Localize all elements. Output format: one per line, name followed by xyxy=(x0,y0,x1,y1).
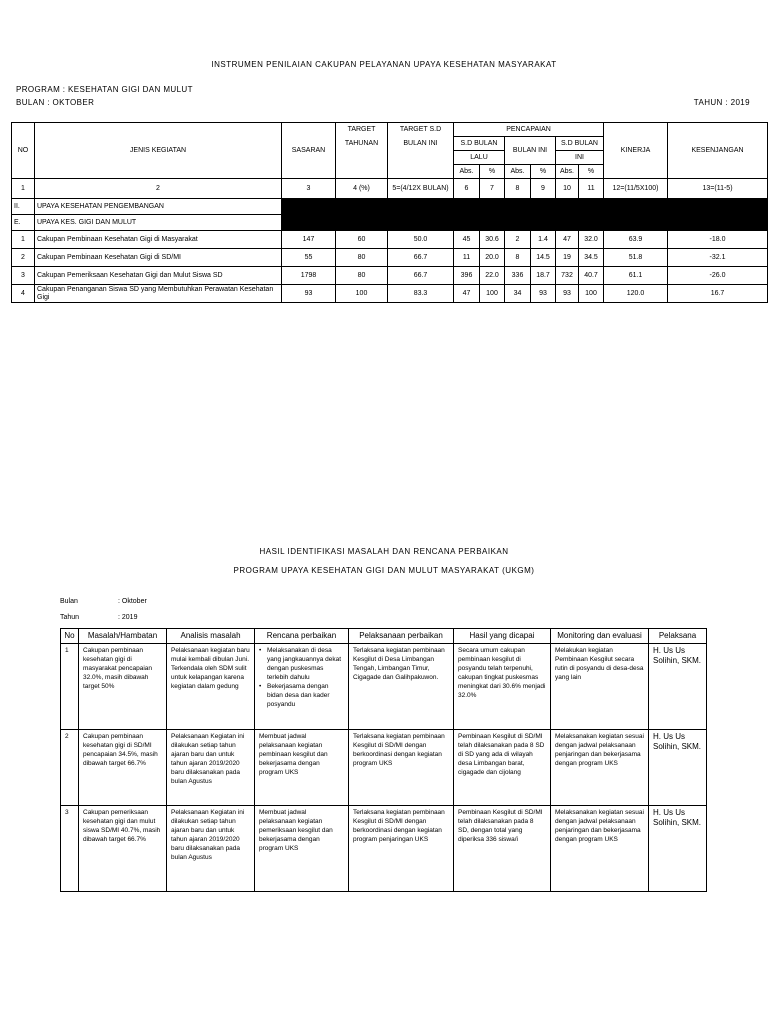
row-target-sd: 83.3 xyxy=(388,285,454,303)
row-kesenjangan: -18.0 xyxy=(668,231,768,249)
row-lalu-abs: 47 xyxy=(454,285,480,303)
header-tahunan: TAHUNAN xyxy=(336,137,388,151)
row-lalu-pct: 20.0 xyxy=(480,249,505,267)
section-label: UPAYA KES. GIGI DAN MULUT xyxy=(35,215,282,231)
row-kesenjangan: 16.7 xyxy=(668,285,768,303)
row-analisis: Pelaksanaan Kegiatan ini dilakukan setiap tahun ajaran baru dan untuk tahun ajaran 2019/2020 baru dilaksanakan pada bulan Agustus xyxy=(167,806,255,892)
row-kinerja: 61.1 xyxy=(604,267,668,285)
row-masalah: Cakupan pembinaan kesehatan gigi di masyarakat pencapaian 32.0%, masih dibawah target 50% xyxy=(79,644,167,730)
blacked-out-cells xyxy=(282,199,768,215)
row-monitoring: Melakukan kegiatan Pembinaan Kesgilut secara rutin di posyandu di desa-desa yang lain xyxy=(551,644,649,730)
rencana-bullet: • Bekerjasama dengan bidan desa dan kader posyandu xyxy=(259,683,330,708)
header-pct: % xyxy=(531,165,556,179)
row-sasaran: 1798 xyxy=(282,267,336,285)
header-cell: No xyxy=(61,629,79,644)
row-lalu-abs: 45 xyxy=(454,231,480,249)
row-ini-abs: 2 xyxy=(505,231,531,249)
header-cell: Hasil yang dicapai xyxy=(454,629,551,644)
program-label: PROGRAM : KESEHATAN GIGI DAN MULUT xyxy=(16,85,193,94)
row-target-sd: 66.7 xyxy=(388,267,454,285)
row-ini-pct: 18.7 xyxy=(531,267,556,285)
row-kesenjangan: -32.1 xyxy=(668,249,768,267)
header-cell: Masalah/Hambatan xyxy=(79,629,167,644)
row-no: 3 xyxy=(12,267,35,285)
row-kinerja: 63.9 xyxy=(604,231,668,249)
header-jenis-kegiatan: JENIS KEGIATAN xyxy=(35,123,282,179)
row-sd-pct: 40.7 xyxy=(579,267,604,285)
header-cell: Monitoring dan evaluasi xyxy=(551,629,649,644)
column-number: 13=(11-5) xyxy=(668,179,768,199)
row-kegiatan: Cakupan Pemeriksaan Kesehatan Gigi dan Mulut Siswa SD xyxy=(35,267,282,285)
header-sasaran: SASARAN xyxy=(282,123,336,179)
row-sasaran: 147 xyxy=(282,231,336,249)
coverage-table xyxy=(11,122,768,303)
row-ini-pct: 14.5 xyxy=(531,249,556,267)
row-masalah: Cakupan pembinaan kesehatan gigi di SD/MI pencapaian 34.5%, masih dibawah target 66.7% xyxy=(79,730,167,806)
header-cell: Analisis masalah xyxy=(167,629,255,644)
row-no: 2 xyxy=(12,249,35,267)
column-number: 2 xyxy=(35,179,282,199)
row-sd-pct: 100 xyxy=(579,285,604,303)
row-monitoring: Melaksanakan kegiatan sesuai dengan jadwal pelaksanaan penjaringan dan bekerjasama dengan program UKS xyxy=(551,806,649,892)
row-hasil: Pembinaan Kesgilut di SD/MI telah dilaksanakan pada 8 SD di SD yang ada di wilayah desa Limbangan barat, cigagade dan cijolang xyxy=(454,730,551,806)
section-no: E. xyxy=(12,215,35,231)
table-row xyxy=(61,644,707,730)
row-masalah: Cakupan pemeriksaan kesehatan gigi dan mulut siswa SD/MI 40.7%, masih dibawah target 66.7% xyxy=(79,806,167,892)
row-analisis: Pelaksanaan kegiatan baru mulai kembali dibulan Juni. Terkendala oleh SDM sulit untuk kelapangan karena kegiatan dalam gedung xyxy=(167,644,255,730)
row-pelaksanaan: Terlaksana kegiatan pembinaan Kesgilut di SD/MI dengan berkoordinasi dengan kegiatan program penjaringan UKS xyxy=(349,806,454,892)
row-kinerja: 120.0 xyxy=(604,285,668,303)
doc2-subtitle: PROGRAM UPAYA KESEHATAN GIGI DAN MULUT MASYARAKAT (UKGM) xyxy=(233,566,535,575)
doc1-title: INSTRUMEN PENILAIAN CAKUPAN PELAYANAN UPAYA KESEHATAN MASYARAKAT xyxy=(211,60,557,69)
section-no: II. xyxy=(12,199,35,215)
row-sd-pct: 34.5 xyxy=(579,249,604,267)
row-sd-abs: 19 xyxy=(556,249,579,267)
table-row xyxy=(12,285,768,303)
row-lalu-pct: 22.0 xyxy=(480,267,505,285)
row-pelaksana: H. Us Us Solihin, SKM. xyxy=(649,730,707,806)
header-target-sd: TARGET S.D xyxy=(388,123,454,137)
row-rencana: Membuat jadwal pelaksanaan kegiatan pemeriksaan kesgilut dan bekerjasama dengan program UKS xyxy=(255,806,349,892)
bulan-label: Bulan xyxy=(60,598,78,605)
row-no: 2 xyxy=(61,730,79,806)
table-row xyxy=(12,267,768,285)
column-number: 12=(11/5X100) xyxy=(604,179,668,199)
column-number: 3 xyxy=(282,179,336,199)
table-row xyxy=(12,231,768,249)
row-kinerja: 51.8 xyxy=(604,249,668,267)
row-rencana xyxy=(255,644,349,730)
row-ini-pct: 1.4 xyxy=(531,231,556,249)
row-target: 80 xyxy=(336,267,388,285)
tahun-label: Tahun xyxy=(60,614,80,621)
tahun-row xyxy=(60,614,137,621)
row-target: 80 xyxy=(336,249,388,267)
section-label: UPAYA KESEHATAN PENGEMBANGAN xyxy=(35,199,282,215)
row-lalu-pct: 100 xyxy=(480,285,505,303)
header-abs: Abs. xyxy=(505,165,531,179)
header-cell: Pelaksanaan perbaikan xyxy=(349,629,454,644)
row-ini-abs: 336 xyxy=(505,267,531,285)
row-no: 1 xyxy=(12,231,35,249)
row-sd-abs: 93 xyxy=(556,285,579,303)
header-bulan-ini-2: BULAN INI xyxy=(505,137,556,165)
header-cell: Rencana perbaikan xyxy=(255,629,349,644)
column-number: 5=(4/12X BULAN) xyxy=(388,179,454,199)
rencana-bullet: • Melaksanakan di desa yang jangkauannya dekat dengan puskesmas terlebih dahulu xyxy=(259,647,342,681)
column-number: 8 xyxy=(505,179,531,199)
header-cell: Pelaksana xyxy=(649,629,707,644)
row-sd-abs: 47 xyxy=(556,231,579,249)
header-sd-bulan-ini-1: S.D BULAN xyxy=(556,137,604,151)
row-ini-pct: 93 xyxy=(531,285,556,303)
blacked-out-cells xyxy=(282,215,768,231)
column-number: 7 xyxy=(480,179,505,199)
header-sd-bulan: S.D BULAN xyxy=(454,137,505,151)
header-target: TARGET xyxy=(336,123,388,137)
row-pelaksanaan: Terlaksana kegiatan pembinaan Kesgilut di SD/MI dengan berkoordinasi dengan kegiatan program UKS xyxy=(349,730,454,806)
doc2-title: HASIL IDENTIFIKASI MASALAH DAN RENCANA PERBAIKAN xyxy=(259,547,509,556)
header-kesenjangan: KESENJANGAN xyxy=(668,123,768,179)
row-rencana: Membuat jadwal pelaksanaan kegiatan pembinaan kesgilut dan bekerjasama dengan program UKS xyxy=(255,730,349,806)
row-kesenjangan: -26.0 xyxy=(668,267,768,285)
row-kegiatan: Cakupan Pembinaan Kesehatan Gigi di SD/MI xyxy=(35,249,282,267)
row-analisis: Pelaksanaan Kegiatan ini dilakukan setiap tahun ajaran baru dan untuk tahun ajaran 2019/2020 baru dilaksanakan pada bulan Agustus xyxy=(167,730,255,806)
row-target: 60 xyxy=(336,231,388,249)
row-ini-abs: 34 xyxy=(505,285,531,303)
column-number: 10 xyxy=(556,179,579,199)
row-sd-pct: 32.0 xyxy=(579,231,604,249)
row-target: 100 xyxy=(336,285,388,303)
row-pelaksana: H. Us Us Solihin, SKM. xyxy=(649,644,707,730)
tahun-value: : 2019 xyxy=(118,614,138,621)
row-target-sd: 66.7 xyxy=(388,249,454,267)
column-number: 1 xyxy=(12,179,35,199)
header-pct: % xyxy=(480,165,505,179)
row-sasaran: 55 xyxy=(282,249,336,267)
row-target-sd: 50.0 xyxy=(388,231,454,249)
tahun-label: TAHUN : 2019 xyxy=(693,98,750,107)
bulan-value: : Oktober xyxy=(118,598,147,605)
row-kegiatan: Cakupan Penanganan Siswa SD yang Membutuhkan Perawatan Kesehatan Gigi xyxy=(35,285,282,303)
row-no: 1 xyxy=(61,644,79,730)
header-no: NO xyxy=(12,123,35,179)
column-number: 4 (%) xyxy=(336,179,388,199)
bulan-row xyxy=(60,598,147,605)
header-sd-bulan-ini-2: INI xyxy=(556,151,604,165)
row-pelaksanaan: Terlaksana kegiatan pembinaan Kesgilut di Desa Limbangan Tengah, Limbangan Timur, Cigagade dan Galihpakuwon. xyxy=(349,644,454,730)
problem-table xyxy=(60,628,707,892)
row-no: 3 xyxy=(61,806,79,892)
header-abs: Abs. xyxy=(454,165,480,179)
row-lalu-abs: 11 xyxy=(454,249,480,267)
column-number: 6 xyxy=(454,179,480,199)
row-pelaksana: H. Us Us Solihin, SKM. xyxy=(649,806,707,892)
row-lalu-pct: 30.6 xyxy=(480,231,505,249)
row-sasaran: 93 xyxy=(282,285,336,303)
column-number: 9 xyxy=(531,179,556,199)
header-pencapaian: PENCAPAIAN xyxy=(454,123,604,137)
row-ini-abs: 8 xyxy=(505,249,531,267)
row-hasil: Pembinaan Kesgilut di SD/MI telah dilaksanakan pada 8 SD, dengan total yang diperiksa 336 siswa/i xyxy=(454,806,551,892)
header-bulan-ini: BULAN INI xyxy=(388,137,454,151)
row-no: 4 xyxy=(12,285,35,303)
table-row xyxy=(61,730,707,806)
header-pct: % xyxy=(579,165,604,179)
bulan-label: BULAN : OKTOBER xyxy=(16,98,95,107)
row-lalu-abs: 396 xyxy=(454,267,480,285)
header-kinerja: KINERJA xyxy=(604,123,668,179)
header-lalu: LALU xyxy=(454,151,505,165)
row-kegiatan: Cakupan Pembinaan Kesehatan Gigi di Masyarakat xyxy=(35,231,282,249)
row-sd-abs: 732 xyxy=(556,267,579,285)
row-hasil: Secara umum cakupan pembinaan kesgilut di posyandu telah terpenuhi, cakupan tingkat puskesmas meningkat dari 30.6% menjadi 32.0% xyxy=(454,644,551,730)
row-monitoring: Melaksanakan kegiatan sesuai dengan jadwal pelaksanaan penjaringan dan bekerjasama dengan program UKS xyxy=(551,730,649,806)
header-abs: Abs. xyxy=(556,165,579,179)
table-row xyxy=(61,806,707,892)
table-row xyxy=(12,249,768,267)
column-number: 11 xyxy=(579,179,604,199)
